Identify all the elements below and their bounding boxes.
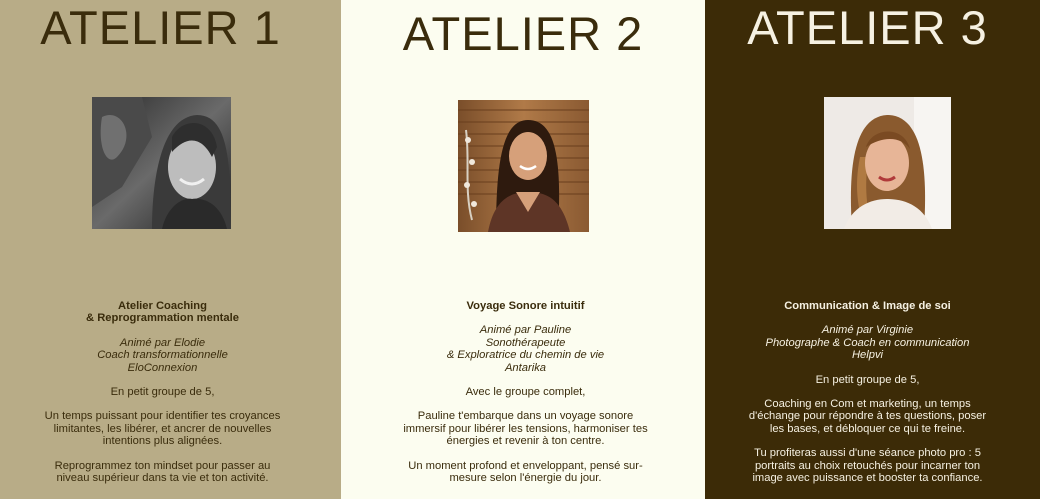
facilitator-line: & Exploratrice du chemin de vie <box>446 349 605 362</box>
facilitator-line: EloConnexion <box>127 361 198 374</box>
atelier-2-title: ATELIER 2 <box>402 7 644 60</box>
desc-line: énergies et revenir à ton centre. <box>446 435 605 448</box>
desc-line: portraits au choix retouchés pour incarner ton <box>754 459 981 472</box>
atelier-2-facilitator <box>351 324 700 374</box>
desc-line: intentions plus alignées. <box>102 435 223 448</box>
atelier-3-desc2 <box>713 447 1022 484</box>
atelier-1-description <box>2 300 323 484</box>
atelier-2-desc1 <box>351 410 700 447</box>
heading-line: Voyage Sonore intuitif <box>466 300 585 312</box>
desc-line: d'échange pour répondre à tes questions, poser <box>748 410 987 423</box>
desc-line: Pauline t'embarque dans un voyage sonore <box>417 410 634 423</box>
facilitator-line: Animé par Pauline <box>479 324 572 337</box>
atelier-3-facilitator <box>713 324 1022 361</box>
atelier-1-title: ATELIER 1 <box>40 1 281 54</box>
desc-line: limitantes, les libérer, et ancrer de nouvelles <box>53 422 272 435</box>
portrait-elodie-image <box>92 97 231 229</box>
facilitator-line: Coach transformationnelle <box>97 349 228 362</box>
heading-line: & Reprogrammation mentale <box>86 312 239 325</box>
atelier-1-desc2 <box>2 460 323 485</box>
atelier-3-group: En petit groupe de 5, <box>815 373 920 386</box>
portrait-virginie-image <box>824 97 951 229</box>
desc-line: Un temps puissant pour identifier tes croyances <box>44 410 281 423</box>
facilitator-line: Antarika <box>504 361 547 374</box>
facilitator-line: Animé par Elodie <box>119 336 206 349</box>
atelier-3-photo <box>824 97 951 229</box>
portrait-pauline-image <box>458 100 589 232</box>
desc-line: mesure selon l'énergie du jour. <box>449 472 602 485</box>
atelier-1-group: En petit groupe de 5, <box>110 386 215 399</box>
atelier-2-desc2 <box>351 460 700 485</box>
atelier-3-column <box>705 0 1040 499</box>
desc-line: Tu profiteras aussi d'une séance photo pro : 5 <box>754 447 981 460</box>
desc-line: image avec puissance et booster ta confiance. <box>752 472 983 485</box>
desc-line: niveau supérieur dans ta vie et ton activité. <box>56 472 269 485</box>
atelier-1-heading <box>2 300 323 325</box>
atelier-1-desc1 <box>2 410 323 447</box>
facilitator-line: Sonothérapeute <box>485 336 566 349</box>
atelier-2-column <box>341 0 705 499</box>
atelier-1-photo <box>92 97 231 229</box>
heading-line: Communication & Image de soi <box>784 300 951 312</box>
desc-line: Coaching en Com et marketing, un temps <box>764 398 971 411</box>
atelier-2-description <box>351 300 700 484</box>
desc-line: les bases, et débloquer ce qui te freine. <box>769 422 966 435</box>
atelier-2-group: Avec le groupe complet, <box>465 386 586 399</box>
atelier-1-column <box>0 0 341 499</box>
facilitator-line: Photographe & Coach en communication <box>765 336 970 349</box>
heading-line: Atelier Coaching <box>118 300 207 312</box>
facilitator-line: Helpvi <box>851 349 884 362</box>
desc-line: Reprogrammez ton mindset pour passer au <box>54 459 271 472</box>
atelier-2-photo <box>458 100 589 232</box>
desc-line: immersif pour libérer les tensions, harmoniser tes <box>403 422 648 435</box>
atelier-3-title: ATELIER 3 <box>747 1 988 54</box>
atelier-1-facilitator <box>2 337 323 374</box>
facilitator-line: Animé par Virginie <box>821 324 914 337</box>
desc-line: Un moment profond et enveloppant, pensé sur- <box>408 459 643 472</box>
atelier-2-heading <box>351 300 700 312</box>
atelier-3-desc1 <box>713 398 1022 435</box>
atelier-3-heading <box>713 300 1022 312</box>
atelier-3-description <box>713 300 1022 484</box>
